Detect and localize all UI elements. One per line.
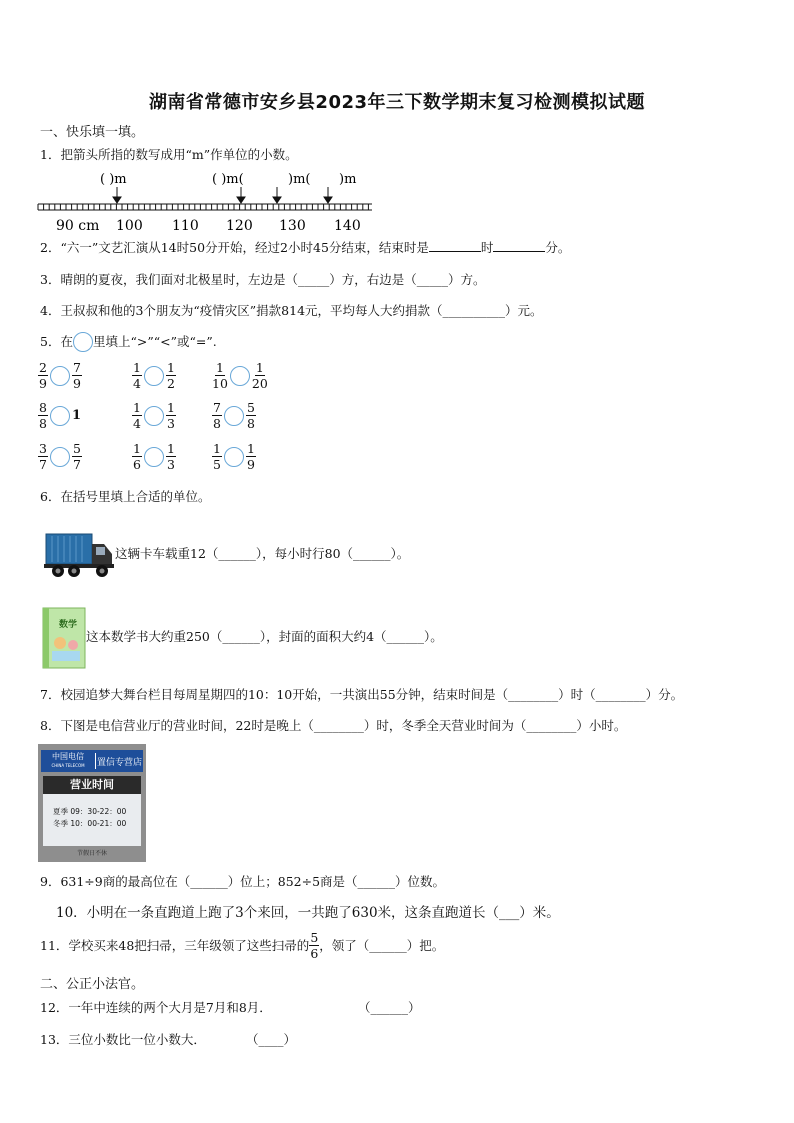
question-13: 13．三位小数比一位小数大． [40, 1032, 206, 1047]
compare-circle-input[interactable] [144, 447, 164, 467]
sign-summer: 夏季 09：30-22：00 [53, 807, 127, 816]
comparison-item [38, 400, 81, 431]
sign-title: 营业时间 [43, 776, 141, 794]
question-11 [40, 930, 444, 961]
fraction-denominator: 8 [39, 416, 47, 431]
tick-130: 130 [279, 218, 306, 234]
question-7: 7．校园追梦大舞台栏目每周星期四的10：10开始，一共演出55分钟，结束时间是（________）时（________）分。 [40, 687, 684, 702]
comparison-item [212, 441, 256, 472]
fraction [212, 400, 222, 431]
telecom-sign-image [38, 744, 146, 862]
fraction-denominator: 9 [72, 376, 81, 391]
fraction-numerator: 1 [246, 441, 255, 456]
answer-blank[interactable] [493, 239, 545, 252]
fraction [38, 441, 48, 472]
fraction-denominator: 6 [310, 946, 319, 961]
sign-store: 置信专营店 [96, 757, 142, 768]
compare-circle-input[interactable] [144, 406, 164, 426]
compare-circle-input[interactable] [224, 406, 244, 426]
book-cover-title: 数学 [59, 620, 78, 630]
question-6: 6．在括号里填上合适的单位。 [40, 489, 211, 504]
fraction-denominator: 3 [166, 416, 175, 431]
fraction-numerator: 1 [133, 441, 141, 456]
question-2-text: 2．“六一”文艺汇演从14时50分开始，经过2小时45分结束，结束时是 [40, 240, 429, 255]
arrows [113, 187, 332, 203]
fraction-numerator: 8 [39, 400, 47, 415]
fraction [166, 360, 176, 391]
math-book-image [42, 607, 86, 669]
fraction-numerator: 5 [310, 930, 319, 945]
fraction-numerator: 1 [215, 360, 224, 375]
fraction [72, 441, 82, 472]
fraction-denominator: 9 [39, 376, 47, 391]
fraction [252, 360, 268, 391]
ruler-label-4: )m [339, 172, 357, 187]
fraction [166, 400, 176, 431]
compare-circle-input[interactable] [230, 366, 250, 386]
fraction-denominator: 4 [133, 376, 141, 391]
comparison-item [132, 400, 176, 431]
fraction-numerator: 1 [166, 400, 175, 415]
fraction-numerator: 2 [39, 360, 47, 375]
fraction-denominator: 20 [251, 376, 268, 391]
question-12-blank[interactable]: （______） [358, 1000, 421, 1015]
question-8: 8．下图是电信营业厅的营业时间，22时是晚上（________）时，冬季全天营业时间为（________）小时。 [40, 718, 627, 733]
fraction [212, 441, 222, 472]
question-12: 12．一年中连续的两个大月是7月和8月． [40, 1000, 272, 1015]
fraction-denominator: 2 [166, 376, 175, 391]
sign-panel [43, 776, 141, 846]
ruler-label-3: )m( [288, 172, 311, 187]
fraction-numerator: 5 [246, 400, 255, 415]
ruler-label-1: ( )m [100, 172, 127, 187]
fraction-numerator: 1 [255, 360, 264, 375]
section-heading-2: 二、公正小法官。 [40, 977, 145, 992]
compare-circle-input[interactable] [224, 447, 244, 467]
comparison-item [38, 441, 82, 472]
question-5-text-a: 5．在 [40, 334, 73, 349]
question-2 [40, 239, 570, 257]
question-5-text-b: 里填上“>”“<”或“=”. [92, 334, 217, 349]
comparison-item [38, 360, 82, 391]
question-1: 1．把箭头所指的数写成用“m”作单位的小数。 [40, 147, 298, 162]
answer-blank[interactable] [429, 239, 481, 252]
question-13-blank[interactable]: （____） [246, 1032, 297, 1047]
fraction [132, 400, 142, 431]
fraction [38, 400, 48, 431]
fraction-numerator: 7 [72, 360, 81, 375]
compare-circle-input[interactable] [144, 366, 164, 386]
fraction [166, 441, 176, 472]
sign-header [41, 750, 143, 772]
ruler-label-2: ( )m( [212, 172, 244, 187]
question-5 [40, 332, 217, 352]
fraction-denominator: 8 [246, 416, 255, 431]
fraction-denominator: 4 [133, 416, 141, 431]
comparison-item [132, 360, 176, 391]
fraction-numerator: 1 [133, 400, 141, 415]
sign-note: 节假日不休 [76, 850, 107, 857]
section-heading-1: 一、快乐填一填。 [40, 125, 145, 140]
fraction-numerator: 5 [72, 441, 81, 456]
fraction-denominator: 9 [246, 457, 255, 472]
sign-brand: 中国电信 [52, 752, 84, 761]
question-2-unit-minute: 分。 [545, 240, 571, 255]
fraction-denominator: 7 [39, 457, 47, 472]
fraction-denominator: 7 [72, 457, 81, 472]
truck-image [44, 530, 116, 580]
fraction-denominator: 8 [213, 416, 221, 431]
question-10: 10．小明在一条直跑道上跑了3个来回，一共跑了630米，这条直跑道长（___）米。 [56, 905, 560, 921]
fraction-numerator: 7 [213, 400, 221, 415]
ruler-figure [36, 168, 376, 234]
tick-100: 100 [116, 218, 143, 234]
fraction [246, 400, 256, 431]
fraction-numerator: 3 [39, 441, 47, 456]
fraction [132, 441, 142, 472]
fraction-denominator: 5 [213, 457, 221, 472]
fraction-numerator: 1 [166, 360, 175, 375]
question-2-unit-hour: 时 [480, 240, 494, 255]
fraction [309, 930, 319, 961]
tick-90: 90 cm [56, 218, 100, 234]
fraction-denominator: 10 [212, 376, 228, 391]
question-11-text-b: ，领了（______）把。 [319, 937, 445, 953]
sign-brand-en: CHINA TELECOM [51, 763, 85, 768]
comparison-item [132, 441, 176, 472]
fraction-numerator: 1 [133, 360, 141, 375]
compare-value: 1 [71, 408, 81, 423]
compare-circle-input[interactable] [50, 366, 70, 386]
question-4: 4．王叔叔和他的3个朋友为“疫情灾区”捐款814元，平均每人大约捐款（__________）元。 [40, 303, 543, 318]
fraction [38, 360, 48, 391]
question-9: 9．631÷9商的最高位在（______）位上；852÷5商是（______）位数。 [40, 874, 446, 889]
compare-circle-input[interactable] [50, 447, 70, 467]
question-3: 3．晴朗的夏夜，我们面对北极星时，左边是（_____）方，右边是（_____）方。 [40, 272, 486, 287]
fraction [72, 360, 82, 391]
fraction [246, 441, 256, 472]
comparison-item [212, 400, 256, 431]
tick-110: 110 [172, 218, 199, 234]
question-6-book: 这本数学书大约重250（______），封面的面积大约4（______）。 [86, 629, 443, 644]
circle-icon [73, 332, 93, 352]
page-title: 湖南省常德市安乡县2023年三下数学期末复习检测模拟试题 [148, 92, 646, 113]
tick-120: 120 [226, 218, 253, 234]
question-11-text-a: 11．学校买来48把扫帚，三年级领了这些扫帚的 [40, 937, 310, 953]
question-6-truck: 这辆卡车载重12（______），每小时行80（______）。 [115, 546, 410, 561]
fraction [212, 360, 228, 391]
fraction-denominator: 6 [133, 457, 141, 472]
sign-winter: 冬季 10：00-21：00 [53, 819, 127, 828]
fraction [132, 360, 142, 391]
tick-140: 140 [334, 218, 361, 234]
comparison-item [212, 360, 268, 391]
compare-circle-input[interactable] [50, 406, 70, 426]
fraction-numerator: 1 [213, 441, 221, 456]
fraction-denominator: 3 [166, 457, 175, 472]
fraction-numerator: 1 [166, 441, 175, 456]
